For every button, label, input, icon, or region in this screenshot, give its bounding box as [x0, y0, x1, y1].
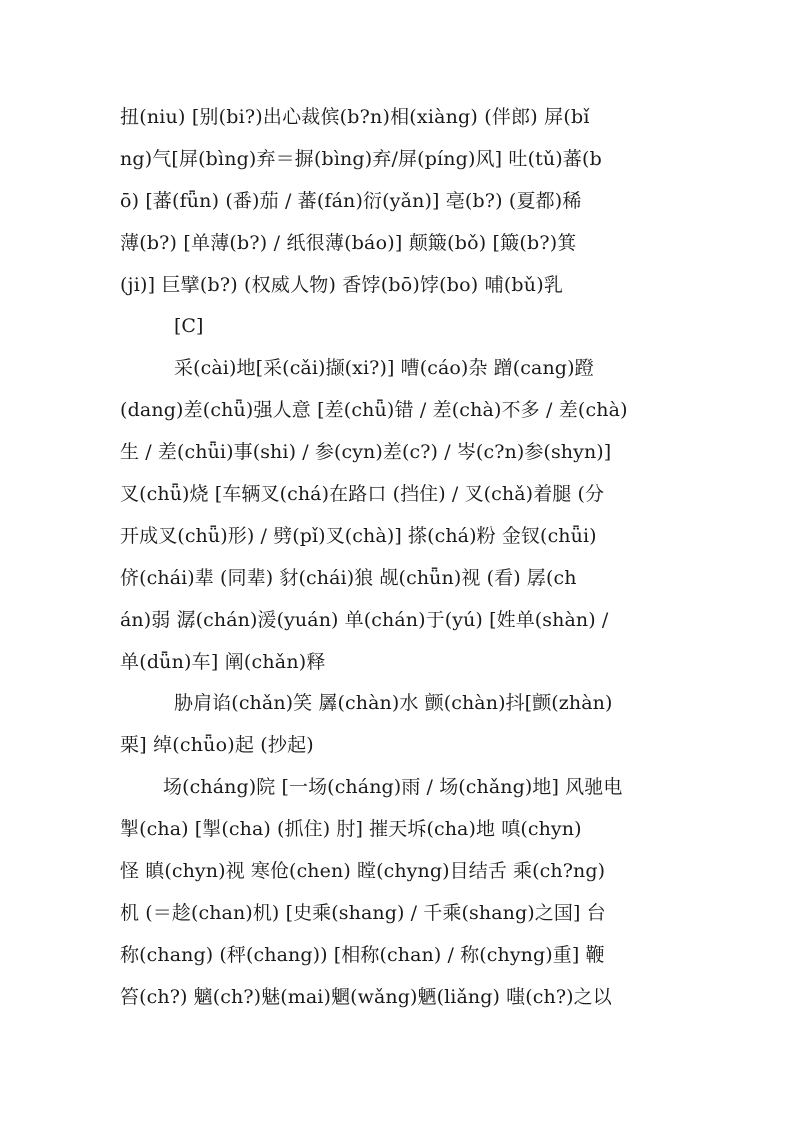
- text-line: 单(dǖn)车] 阐(chǎn)释: [120, 651, 326, 673]
- text-line: 场(cháng)院 [一场(cháng)雨 / 场(chǎng)地] 风驰电: [163, 776, 623, 798]
- text-line: 栗] 绰(chǖo)起 (抄起): [120, 734, 314, 756]
- text-line: ng)气[屏(bìng)弃＝摒(bìng)弃/屏(píng)风] 吐(tǔ)蕃(b: [120, 148, 602, 170]
- text-line: 机 (＝趁(chan)机) [史乘(shang) / 千乘(shang)之国] 台: [120, 902, 606, 924]
- text-line: (dang)差(chǖ)强人意 [差(chǖ)错 / 差(chà)不多 / 差(chà): [120, 399, 628, 421]
- text-line: ō) [蕃(fǖn) (番)茄 / 蕃(fán)衍(yǎn)] 亳(b?) (夏都)稀: [120, 190, 582, 212]
- text-line: 扭(niu) [别(bi?)出心裁傧(b?n)相(xiàng) (伴郎) 屏(bǐ: [120, 106, 590, 128]
- text-line: 叉(chǖ)烧 [车辆叉(chá)在路口 (挡住) / 叉(chǎ)着腿 (分: [120, 483, 605, 505]
- text-line: 怪 瞋(chyn)视 寒伧(chen) 瞠(chyng)目结舌 乘(ch?ng): [120, 860, 606, 882]
- text-line: 掣(cha) [掣(cha) (抓住) 肘] 摧天坼(cha)地 嗔(chyn): [120, 818, 582, 840]
- text-line: 笞(ch?) 魑(ch?)魅(mai)魍(wǎng)魉(liǎng) 嗤(ch?)之以: [120, 986, 612, 1008]
- text-line: 开成叉(chǖ)形) / 劈(pǐ)叉(chà)] 搽(chá)粉 金钗(chǖi): [120, 525, 597, 547]
- text-line: án)弱 潺(chán)湲(yuán) 单(chán)于(yú) [姓单(shàn) /: [120, 609, 609, 631]
- text-line: 采(cài)地[采(cǎi)撷(xi?)] 嘈(cáo)杂 蹭(cang)蹬: [174, 357, 594, 379]
- text-line: 称(chang) (秤(chang)) [相称(chan) / 称(chyng)重] 鞭: [120, 944, 605, 966]
- section-heading: [C]: [174, 315, 204, 337]
- text-line: 侪(chái)辈 (同辈) 豺(chái)狼 觇(chǖn)视 (看) 孱(ch: [120, 567, 577, 589]
- text-line: (ji)] 巨擘(b?) (权威人物) 香饽(bō)饽(bo) 哺(bǔ)乳: [120, 274, 564, 296]
- text-line: 薄(b?) [单薄(b?) / 纸很薄(báo)] 颠簸(bǒ) [簸(b?)箕: [120, 232, 577, 254]
- text-line: 生 / 差(chǖi)事(shi) / 参(cyn)差(c?) / 岑(c?n)参(shyn)]: [120, 441, 612, 463]
- text-line: 胁肩谄(chǎn)笑 羼(chàn)水 颤(chàn)抖[颤(zhàn): [174, 692, 613, 714]
